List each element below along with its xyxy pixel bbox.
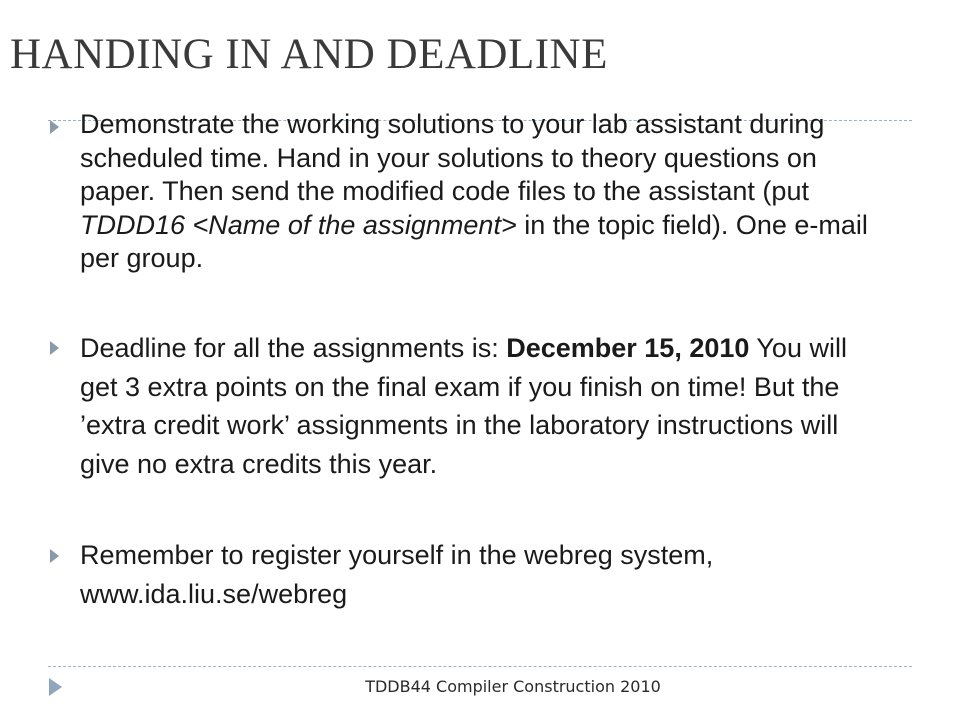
slide-footer: TDDB44 Compiler Construction 2010	[365, 677, 661, 696]
bullet-text	[80, 329, 880, 483]
slide-title: HANDING IN AND DEADLINE	[10, 31, 608, 78]
deadline-date: December 15, 2010	[506, 333, 750, 363]
bullet-text-part: You will get 3 extra points on the final exam if you finish on time! But the ’extra credit work’ assignments in the laboratory instructions will give no extra credits this year.	[80, 333, 847, 479]
bullet-text-part: in the topic field). One e-mail per group.	[80, 209, 868, 273]
bottom-divider	[48, 666, 912, 667]
bullet-text: Remember to register yourself in the webreg system, www.ida.liu.se/webreg	[80, 540, 714, 609]
bullet-triangle-icon	[50, 120, 59, 134]
bullet-text-part: Demonstrate the working solutions to your lab assistant during scheduled time. Hand in your solutions to theory questions on paper. Then send the modified code files to the assistant (put	[80, 109, 825, 206]
bullet-item-deadline	[50, 329, 880, 483]
bullet-text-part: Deadline for all the assignments is:	[80, 333, 507, 363]
bullet-item-submission	[50, 108, 880, 276]
bullet-item-webreg	[50, 536, 880, 613]
bullet-text	[80, 108, 880, 276]
subject-line-italic: TDDD16 <Name of the assignment>	[80, 209, 517, 240]
bullet-triangle-icon	[50, 341, 59, 355]
bullet-triangle-icon	[50, 549, 59, 563]
